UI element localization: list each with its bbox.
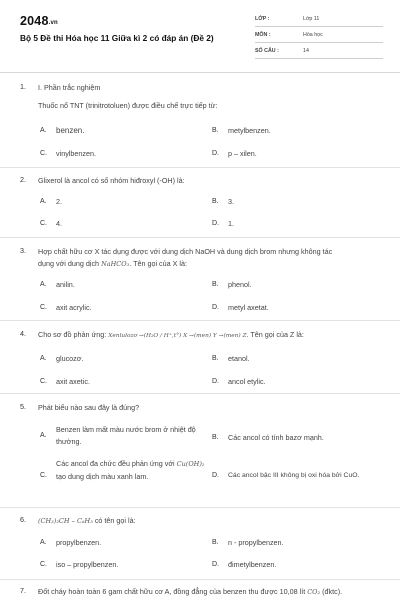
option-text: 4. (56, 219, 62, 228)
question-text (38, 515, 383, 527)
option-text: phenol. (228, 280, 252, 289)
option-letter: B. (212, 198, 219, 205)
option-letter: D. (212, 150, 219, 157)
option-text-b: tạo dung dịch màu xanh lam. (56, 471, 149, 481)
question-7 (20, 586, 382, 600)
logo-text: 2048 (20, 14, 49, 28)
header-divider (0, 72, 400, 73)
option-letter: C. (40, 561, 47, 568)
meta-row-class (255, 14, 383, 27)
question-text-line1: Hợp chất hữu cơ X tác dụng được với dung dịch NaOH và dung dịch brom nhưng không tác (38, 247, 333, 256)
option-text: metyl axetat. (228, 303, 269, 312)
option-text (56, 458, 206, 483)
question-separator (0, 393, 400, 394)
option-text: iso – propylbenzen. (56, 560, 119, 569)
question-number: 7. (20, 586, 26, 595)
option-letter: D. (212, 220, 219, 227)
option-letter: A. (40, 281, 47, 288)
option-letter: C. (40, 304, 47, 311)
question-number: 6. (20, 515, 26, 524)
option-text: 2. (56, 197, 62, 206)
meta-value-class: Lớp 11 (303, 16, 320, 22)
reaction-scheme: Xenlulozơ →(H₂O / H⁺,t°) X →(men) Y →(men) Z (108, 333, 247, 339)
question-text (38, 329, 383, 342)
question-text: I. Phần trắc nghiệm (38, 83, 101, 92)
question-text-line2a: dụng với dung dịch (38, 259, 100, 268)
question-text: Glixerol là ancol có số nhóm hiđroxyl (-OH) là: (38, 176, 185, 185)
question-separator (0, 167, 400, 168)
option-text: Benzen làm mất màu nước brom ở nhiệt độ thường. (56, 425, 196, 446)
question-text (38, 586, 383, 598)
option-text: ancol etylic. (228, 377, 266, 386)
meta-value-count: 14 (303, 48, 309, 54)
option-letter: B. (212, 539, 219, 546)
option-letter: B. (212, 355, 219, 362)
formula-cuoh2: Cu(OH)₂ (176, 460, 205, 468)
meta-label-count: SỐ CÂU : (255, 48, 279, 54)
question-subtext: Thuốc nổ TNT (trinitrotoluen) được điều chế trực tiếp từ: (38, 101, 218, 110)
option-c[interactable] (40, 458, 208, 494)
question-text-b: (đktc). (322, 587, 343, 596)
option-text: glucozơ. (56, 354, 84, 363)
question-6 (20, 515, 382, 577)
document-title: Bộ 5 Đề thi Hóa học 11 Giữa kì 2 có đáp án (Đề 2) (20, 33, 214, 43)
document-header (20, 14, 382, 66)
question-separator (0, 579, 400, 580)
question-separator (0, 320, 400, 321)
option-text: Các ancol bậc III không bị oxi hóa bởi CuO. (228, 472, 360, 479)
option-letter: C. (40, 472, 47, 479)
option-text: Các ancol có tính bazơ mạnh. (228, 433, 324, 442)
site-logo[interactable] (20, 14, 58, 28)
question-text-b: có tên gọi là: (94, 516, 136, 525)
question-text-b: . Tên gọi của Z là: (246, 330, 304, 339)
meta-row-count (255, 46, 383, 59)
option-letter: D. (212, 304, 219, 311)
option-text: 3. (228, 197, 234, 206)
option-letter: A. (40, 539, 47, 546)
option-text: propylbenzen. (56, 538, 102, 547)
option-letter: D. (212, 378, 219, 385)
option-letter: B. (212, 127, 219, 134)
meta-value-subject: Hóa học (303, 32, 323, 38)
question-4 (20, 329, 382, 391)
option-text: axit acrylic. (56, 303, 92, 312)
option-a[interactable] (40, 424, 208, 448)
option-text: etanol. (228, 354, 250, 363)
option-text-a: Các ancol đa chức đều phản ứng với (56, 459, 175, 468)
option-text: p – xilen. (228, 149, 257, 158)
question-1 (20, 82, 382, 164)
question-3 (20, 246, 382, 320)
question-text-line2b: . Tên gọi của X là: (129, 259, 188, 268)
option-text: anilin. (56, 280, 75, 289)
question-text-a: Đốt cháy hoàn toàn 6 gam chất hữu cơ A, đồng đẳng của benzen thu được 10,08 lít (38, 587, 306, 596)
question-number: 4. (20, 329, 26, 338)
option-text: benzen. (56, 126, 85, 135)
option-letter: A. (40, 198, 47, 205)
meta-row-subject (255, 30, 383, 43)
option-text: n - propylbenzen. (228, 538, 284, 547)
option-letter: D. (212, 561, 219, 568)
option-letter: A. (40, 127, 47, 134)
option-text: 1. (228, 219, 234, 228)
option-text: đimetylbenzen. (228, 560, 277, 569)
question-number: 5. (20, 402, 26, 411)
option-letter: C. (40, 150, 47, 157)
option-text: metylbenzen. (228, 126, 271, 135)
option-letter: A. (40, 432, 47, 439)
option-letter: C. (40, 378, 47, 385)
question-separator (0, 507, 400, 508)
option-text: axit axetic. (56, 377, 90, 386)
question-number: 2. (20, 175, 26, 184)
option-letter: C. (40, 220, 47, 227)
meta-label-class: LỚP : (255, 16, 270, 22)
formula-co2: CO₂ (307, 588, 321, 596)
formula-isopropylbenzene: (CH₃)₂CH – C₆H₅ (38, 517, 93, 525)
question-text: Phát biểu nào sau đây là đúng? (38, 403, 140, 412)
option-letter: B. (212, 281, 219, 288)
question-number: 3. (20, 246, 26, 255)
option-letter: B. (212, 434, 219, 441)
option-letter: A. (40, 355, 47, 362)
option-text: vinylbenzen. (56, 149, 96, 158)
question-2 (20, 175, 382, 235)
question-5 (20, 402, 382, 502)
question-separator (0, 237, 400, 238)
formula-nahco3: NaHCO₃ (101, 260, 130, 268)
question-number: 1. (20, 82, 26, 91)
logo-suffix: .vn (48, 20, 58, 26)
meta-label-subject: MÔN : (255, 32, 271, 38)
question-text-a: Cho sơ đồ phản ứng: (38, 330, 107, 339)
question-text (38, 246, 383, 270)
option-letter: D. (212, 472, 219, 479)
